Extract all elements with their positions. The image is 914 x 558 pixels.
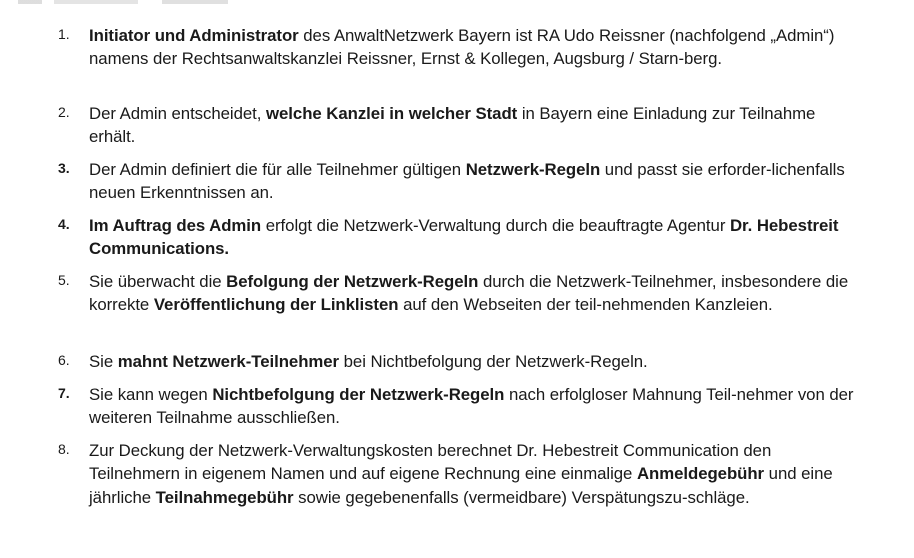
body-text: und eine jährliche	[89, 464, 833, 507]
emphasis-text: Teilnahmegebühr	[155, 487, 294, 507]
emphasis-text: mahnt Netzwerk-Teilnehmer	[117, 352, 340, 371]
list-item-number: 8.	[58, 441, 70, 457]
list-item-number: 2.	[58, 104, 70, 120]
body-text: Sie überwacht die	[89, 272, 227, 291]
body-text: Sie	[89, 352, 118, 371]
emphasis-text: Dr. Hebestreit Communications.	[89, 216, 839, 259]
list-item-text	[89, 24, 859, 71]
list-item	[0, 102, 914, 158]
body-text: auf den Webseiten der teil-nehmenden Kanzleien.	[398, 295, 773, 315]
list-item-text	[89, 350, 859, 373]
list-item-number: 3.	[58, 160, 70, 176]
list-item-number: 7.	[58, 385, 70, 401]
body-text: erfolgt die Netzwerk-Verwaltung durch die beauftragte Agentur	[261, 216, 730, 235]
list-item	[0, 270, 914, 350]
body-text: und passt sie erforder-lichenfalls neuen Erkenntnissen an.	[89, 160, 845, 203]
body-text: Der Admin definiert die für alle Teilnehmer gültigen	[89, 160, 466, 179]
list-item	[0, 214, 914, 270]
list-item-text	[89, 439, 859, 509]
body-text: nach erfolgloser Mahnung Teil-nehmer von der weiteren Teilnahme ausschließen.	[89, 385, 854, 428]
cropped-heading-remnant	[18, 0, 318, 4]
list-item	[0, 158, 914, 214]
emphasis-text: Anmeldegebühr	[636, 464, 765, 484]
list-item	[0, 439, 914, 539]
list-item	[0, 383, 914, 439]
body-text: bei Nichtbefolgung der Netzwerk-Regeln.	[339, 352, 648, 371]
list-item-text	[89, 270, 859, 317]
body-text: des AnwaltNetzwerk Bayern ist RA Udo Reissner (nachfolgend „Admin“) namens der Rechtsanwaltskanzlei Reissner, Ernst & Kollegen, Augsburg / Starn-berg.	[89, 26, 835, 69]
list-item-text	[89, 383, 859, 430]
list-item-number: 4.	[58, 216, 70, 232]
list-item-text	[89, 102, 859, 149]
list-item-number: 6.	[58, 352, 70, 368]
body-text: Zur Deckung der Netzwerk-Verwaltungskosten berechnet Dr. Hebestreit Communication den Teilnehmern in eigenem Namen und auf eigene Rechnung eine einmalige	[89, 441, 772, 484]
body-text: sowie gegebenenfalls (vermeidbare) Verspätungszu-schläge.	[293, 487, 750, 507]
emphasis-text: Veröffentlichung der Linklisten	[153, 295, 399, 315]
list-item-number: 5.	[58, 272, 70, 288]
list-item-number: 1.	[58, 26, 70, 42]
emphasis-text: Im Auftrag des Admin	[89, 216, 262, 235]
emphasis-text: Nichtbefolgung der Netzwerk-Regeln	[212, 385, 505, 404]
list-item-text	[89, 214, 859, 261]
emphasis-text: Netzwerk-Regeln	[465, 160, 601, 179]
body-text: in Bayern eine Einladung zur Teilnahme erhält.	[89, 104, 816, 147]
list-item	[0, 24, 914, 102]
emphasis-text: Initiator und Administrator	[89, 26, 299, 45]
rules-list	[0, 24, 914, 539]
list-item	[0, 350, 914, 383]
list-item-text	[89, 158, 859, 205]
emphasis-text: welche Kanzlei in welcher Stadt	[266, 104, 518, 123]
body-text: Sie kann wegen	[89, 385, 213, 404]
body-text: Der Admin entscheidet,	[89, 104, 267, 123]
body-text: durch die Netzwerk-Teilnehmer, insbesondere die korrekte	[89, 272, 849, 315]
emphasis-text: Befolgung der Netzwerk-Regeln	[226, 272, 479, 291]
